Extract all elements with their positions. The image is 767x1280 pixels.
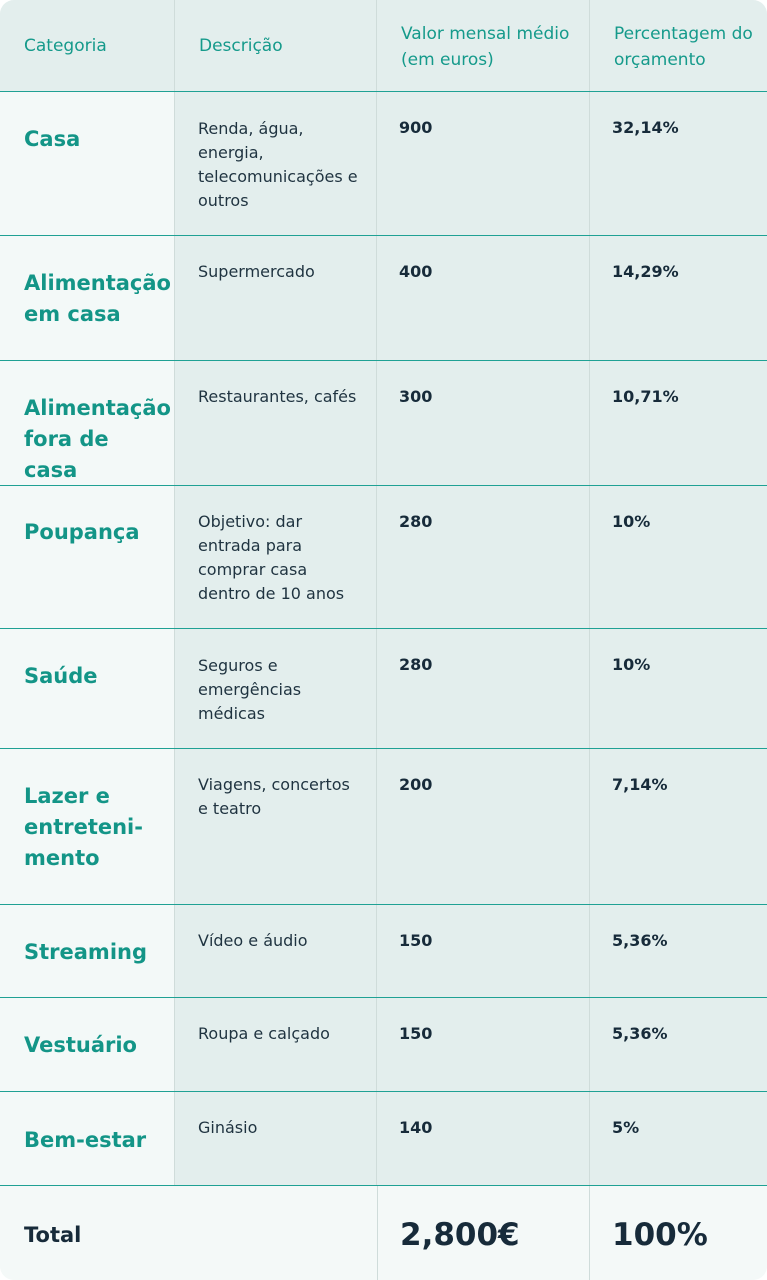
row-value: 900 — [399, 118, 433, 137]
row-category: Casa — [24, 127, 81, 151]
row-description: Seguros e emergências médicas — [198, 656, 302, 723]
header-cell-percent — [590, 0, 767, 91]
row-description: Roupa e calçado — [198, 1024, 330, 1043]
header-percent: Percentagem do orçamento — [614, 24, 753, 70]
header-cell-description — [175, 0, 377, 91]
row-category: Poupança — [24, 520, 140, 544]
table-row — [0, 236, 767, 361]
row-percent: 5,36% — [612, 931, 668, 950]
table-row — [0, 92, 767, 236]
row-category: Streaming — [24, 940, 147, 964]
row-percent: 10% — [612, 512, 651, 531]
header-description: Descrição — [199, 36, 283, 56]
table-row — [0, 1092, 767, 1186]
row-value: 300 — [399, 387, 433, 406]
table-row — [0, 486, 767, 629]
table-row — [0, 361, 767, 486]
row-percent: 7,14% — [612, 775, 668, 794]
header-category: Categoria — [24, 36, 107, 56]
row-value: 400 — [399, 262, 433, 281]
total-value: 2,800€ — [400, 1217, 520, 1253]
row-percent: 10,71% — [612, 387, 679, 406]
table-row — [0, 629, 767, 749]
row-description: Ginásio — [198, 1118, 258, 1137]
header-cell-value — [377, 0, 590, 91]
row-percent: 10% — [612, 655, 651, 674]
row-category: Bem-estar — [24, 1128, 147, 1152]
table-row — [0, 749, 767, 905]
row-percent: 5,36% — [612, 1024, 668, 1043]
row-description: Restaurantes, cafés — [198, 387, 357, 406]
row-description: Renda, água, energia, telecomunicações e outros — [198, 119, 358, 210]
row-percent: 5% — [612, 1118, 640, 1137]
row-category: Alimentação fora de casa — [24, 396, 171, 482]
table-header — [0, 0, 767, 92]
total-label: Total — [24, 1223, 82, 1247]
row-description: Objetivo: dar entrada para comprar casa dentro de 10 anos — [198, 512, 345, 603]
row-value: 280 — [399, 655, 433, 674]
row-category: Lazer e entreteni-mento — [24, 784, 143, 870]
table-row — [0, 905, 767, 998]
row-category: Saúde — [24, 664, 98, 688]
row-description: Supermercado — [198, 262, 315, 281]
header-value: Valor mensal médio (em euros) — [401, 24, 570, 70]
total-percent: 100% — [612, 1217, 708, 1253]
row-value: 200 — [399, 775, 433, 794]
row-value: 280 — [399, 512, 433, 531]
table-row — [0, 998, 767, 1092]
row-percent: 32,14% — [612, 118, 679, 137]
row-description: Vídeo e áudio — [198, 931, 308, 950]
row-value: 140 — [399, 1118, 433, 1137]
row-value: 150 — [399, 931, 433, 950]
row-category: Alimentação em casa — [24, 271, 171, 326]
row-percent: 14,29% — [612, 262, 679, 281]
table-total-row — [0, 1186, 767, 1280]
row-value: 150 — [399, 1024, 433, 1043]
row-description: Viagens, concertos e teatro — [198, 775, 350, 818]
header-cell-category — [0, 0, 175, 91]
row-category: Vestuário — [24, 1033, 137, 1057]
